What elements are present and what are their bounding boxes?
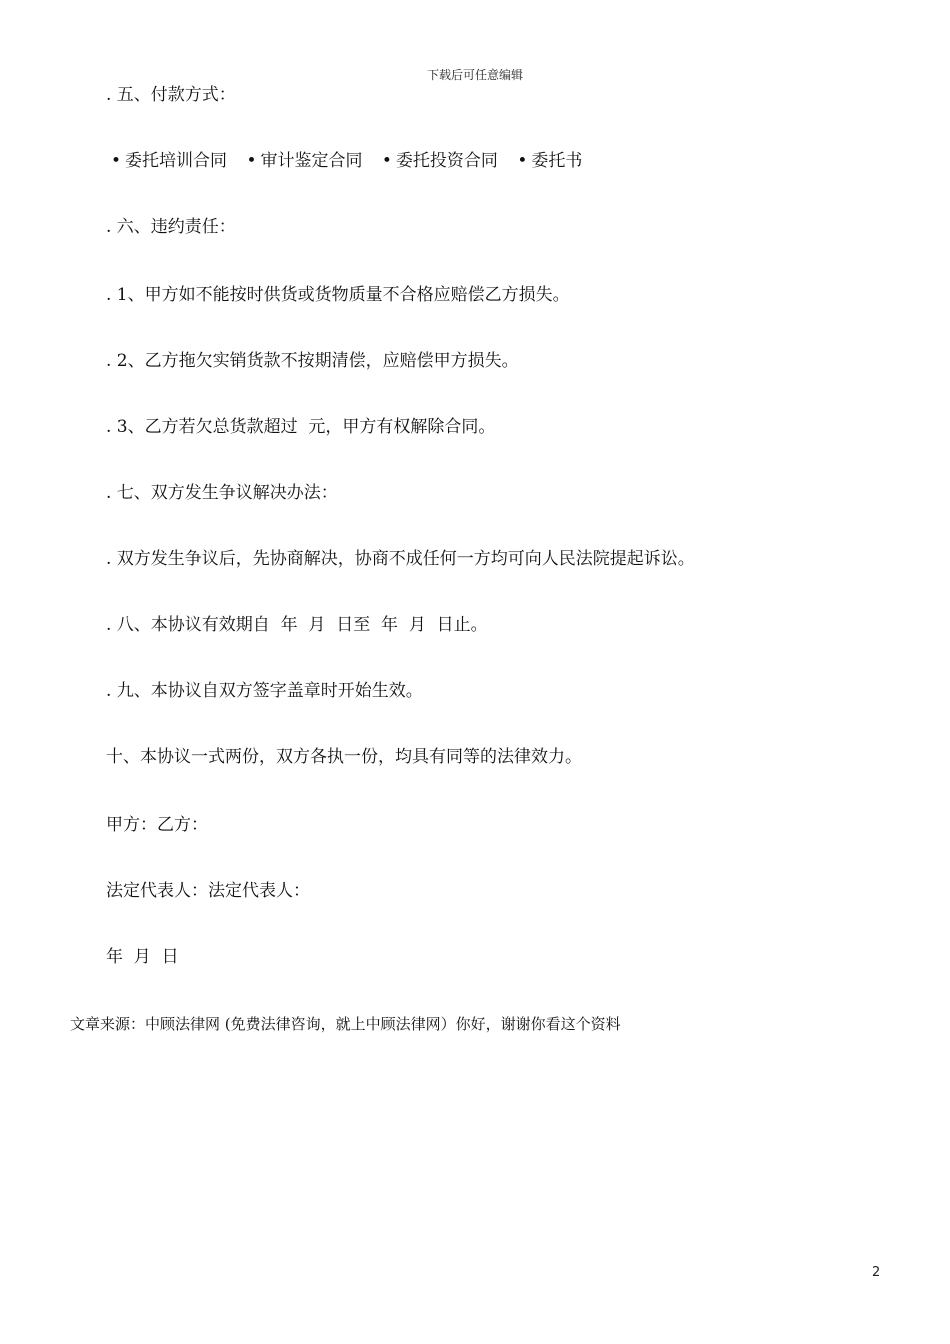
related-link-label: 委托投资合同 bbox=[395, 151, 498, 171]
page-number: 2 bbox=[872, 1265, 881, 1280]
related-link-audit-contract[interactable] bbox=[246, 150, 362, 172]
related-contract-links bbox=[111, 150, 596, 172]
clause-6-3: . 3、乙方若欠总货款超过 元，甲方有权解除合同。 bbox=[106, 417, 496, 437]
related-link-label: 委托书 bbox=[531, 151, 583, 171]
clause-6-2: . 2、乙方拖欠实销货款不按期清偿，应赔偿甲方损失。 bbox=[106, 351, 519, 371]
article-source: 文章来源：中顾法律网 (免费法律咨询，就上中顾法律网）你好，谢谢你看这个资料 bbox=[70, 1015, 621, 1033]
related-link-label: 委托培训合同 bbox=[125, 151, 228, 171]
bullet-icon: • bbox=[111, 151, 122, 171]
signature-parties: 甲方：乙方： bbox=[106, 815, 208, 835]
section-dispute-resolution: . 七、双方发生争议解决办法： bbox=[106, 483, 338, 503]
section-validity-period: . 八、本协议有效期自 年 月 日至 年 月 日止。 bbox=[106, 615, 488, 635]
section-breach-liability: . 六、违约责任： bbox=[106, 217, 236, 237]
signature-representatives: 法定代表人：法定代表人： bbox=[106, 881, 310, 901]
page-header: 下载后可任意编辑 bbox=[426, 68, 523, 82]
related-link-investment-contract[interactable] bbox=[382, 150, 498, 172]
signature-date: 年 月 日 bbox=[106, 947, 179, 967]
section-payment-method: . 五、付款方式： bbox=[106, 85, 236, 105]
clause-6-1: . 1、甲方如不能按时供货或货物质量不合格应赔偿乙方损失。 bbox=[106, 285, 570, 305]
related-link-label: 审计鉴定合同 bbox=[260, 151, 363, 171]
related-link-power-of-attorney[interactable] bbox=[517, 150, 582, 172]
related-link-training-contract[interactable] bbox=[111, 150, 227, 172]
bullet-icon: • bbox=[246, 151, 257, 171]
section-effective: . 九、本协议自双方签字盖章时开始生效。 bbox=[106, 681, 423, 701]
bullet-icon: • bbox=[381, 151, 392, 171]
bullet-icon: • bbox=[517, 151, 528, 171]
clause-7-text: . 双方发生争议后，先协商解决，协商不成任何一方均可向人民法院提起诉讼。 bbox=[106, 549, 695, 569]
section-copies: 十、本协议一式两份，双方各执一份，均具有同等的法律效力。 bbox=[106, 747, 582, 767]
